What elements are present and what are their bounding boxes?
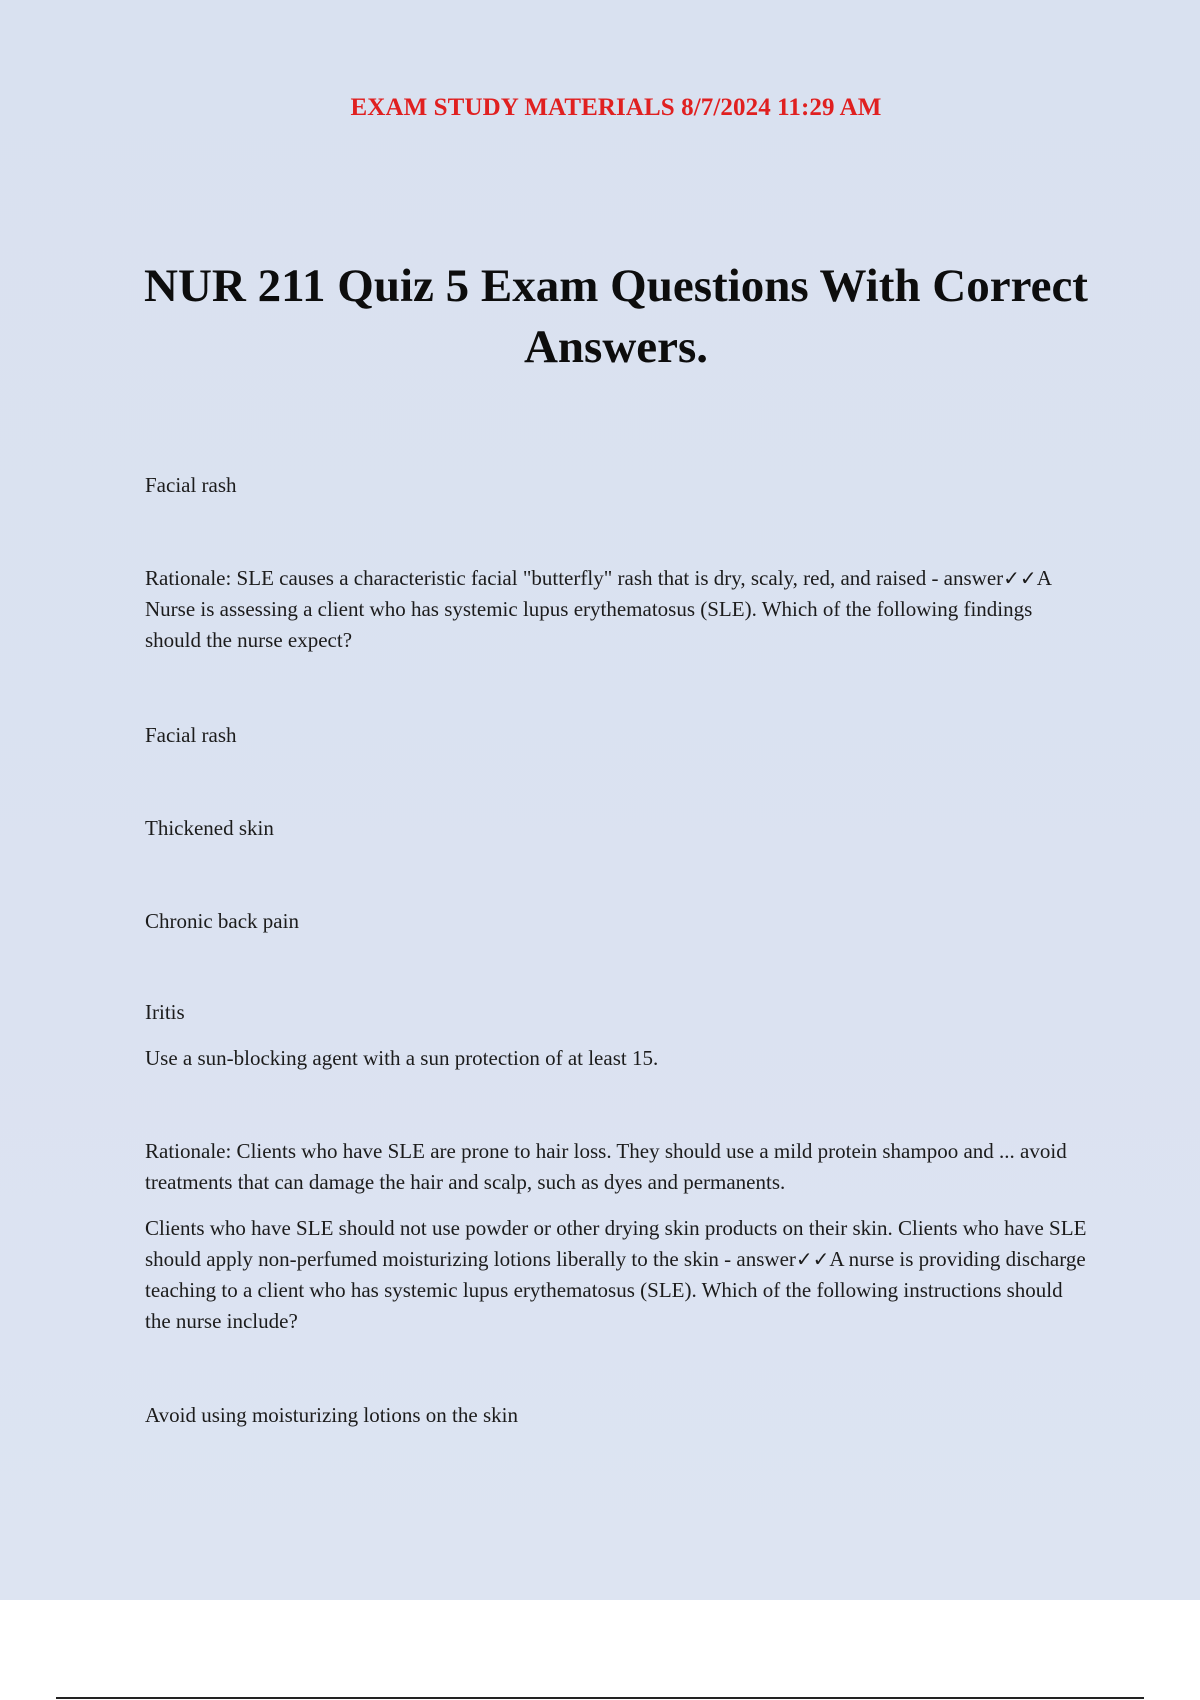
option-item: Thickened skin xyxy=(145,816,274,840)
question-text: A nurse is providing discharge teaching to a client who has systemic lupus erythematosus (SLE). Which of the following instructions should the nurse include? xyxy=(145,1247,1086,1333)
document-title: NUR 211 Quiz 5 Exam Questions With Correct Answers. xyxy=(144,260,1088,373)
rationale-paragraph: Rationale: Clients who have SLE are prone to hair loss. They should use a mild protein shampoo and ... avoid treatments that can damage the hair and scalp, such as dyes and permanents. xyxy=(145,1139,1067,1194)
rationale-text: Rationale: SLE causes a characteristic facial "butterfly" rash that is dry, scaly, red, and raised - answer xyxy=(145,566,1004,590)
option-item: Facial rash xyxy=(145,723,237,747)
footer-divider xyxy=(56,1697,1144,1699)
checkmark-icon: ✓✓ xyxy=(795,1247,830,1271)
rationale-paragraph xyxy=(145,1213,1090,1337)
rationale-text: Clients who have SLE should not use powder or other drying skin products on their skin. Clients who have SLE should apply non-perfumed moisturizing lotions liberally to the skin - answer xyxy=(145,1216,1087,1271)
rationale-paragraph xyxy=(145,563,1090,656)
answer-text: Use a sun-blocking agent with a sun protection of at least 15. xyxy=(145,1046,659,1070)
option-item: Avoid using moisturizing lotions on the skin xyxy=(145,1403,518,1427)
option-item: Iritis xyxy=(145,1000,185,1024)
header-stamp: EXAM STUDY MATERIALS 8/7/2024 11:29 AM xyxy=(350,94,882,121)
answer-text: Facial rash xyxy=(145,473,237,497)
checkmark-icon: ✓✓ xyxy=(1003,566,1037,590)
question-text: A Nurse is assessing a client who has systemic lupus erythematosus (SLE). Which of the following findings should the nurse expect? xyxy=(145,566,1051,652)
option-item: Chronic back pain xyxy=(145,909,299,933)
